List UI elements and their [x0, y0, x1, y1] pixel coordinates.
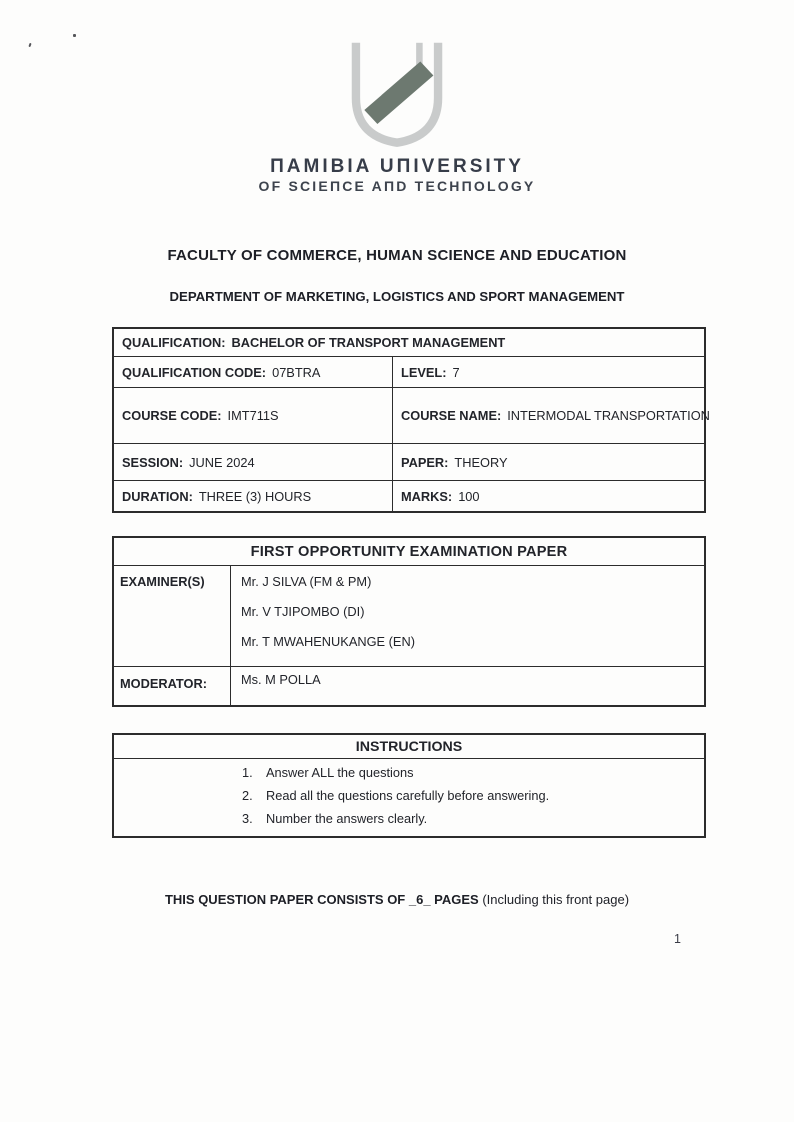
qualification-code-value: 07BTRA: [272, 364, 321, 380]
page-count-note: (Including this front page): [478, 892, 630, 907]
course-name-value: INTERMODAL TRANSPORTATION: [507, 408, 710, 423]
course-code-label: COURSE CODE:: [122, 408, 222, 423]
instruction-number: 1.: [242, 765, 253, 780]
examiners-label: EXAMINER(S): [120, 574, 205, 589]
qualification-code-label: QUALIFICATION CODE:: [122, 364, 267, 380]
scan-artifact: [73, 34, 76, 37]
instructions-list: [114, 759, 704, 836]
level-label: LEVEL:: [401, 364, 447, 380]
session-value: JUNE 2024: [189, 454, 255, 470]
moderator-label: MODERATOR:: [120, 675, 207, 691]
table-row-code-level: [114, 356, 704, 387]
instruction-number: 3.: [242, 811, 253, 826]
examiner-name: Mr. V TJIPOMBO (DI): [241, 604, 365, 619]
marks-label: MARKS:: [401, 488, 453, 504]
duration-label: DURATION:: [122, 488, 193, 504]
department-heading: DEPARTMENT OF MARKETING, LOGISTICS AND SPORT MANAGEMENT: [169, 289, 625, 304]
instruction-text: Answer ALL the questions: [266, 765, 414, 780]
paper-cell: [392, 444, 704, 480]
duration-cell: [114, 481, 392, 511]
exam-paper-title: FIRST OPPORTUNITY EXAMINATION PAPER: [250, 543, 568, 560]
course-code-value: IMT711S: [227, 408, 279, 423]
duration-value: THREE (3) HOURS: [198, 488, 312, 504]
table-row-duration: [114, 480, 704, 511]
paper-label: PAPER:: [401, 454, 449, 470]
table-row-moderator: [114, 666, 704, 705]
instructions-title: INSTRUCTIONS: [114, 735, 704, 759]
page-number: 1: [674, 932, 681, 946]
table-row-qualification: [114, 329, 704, 356]
course-name-cell: [392, 388, 718, 443]
qualification-code-cell: [114, 357, 392, 387]
session-cell: [114, 444, 392, 480]
nust-shield-icon: [341, 40, 453, 152]
faculty-heading: FACULTY OF COMMERCE, HUMAN SCIENCE AND EDUCATION: [167, 247, 627, 264]
instruction-text: Number the answers clearly.: [266, 811, 428, 826]
university-logo: [0, 40, 794, 195]
paper-value: THEORY: [454, 454, 508, 470]
course-info-table: [112, 327, 710, 513]
instruction-item: [242, 811, 694, 826]
course-code-cell: [114, 388, 392, 443]
instruction-item: [242, 765, 694, 780]
instruction-item: [242, 788, 694, 803]
marks-cell: [392, 481, 704, 511]
table-row-examiners: [114, 565, 704, 666]
university-name: ΠAMIBIA UΠIVERSITY: [270, 156, 524, 177]
qualification-cell: [114, 329, 519, 356]
table-row-session: [114, 443, 704, 480]
table-row-course: [114, 387, 710, 443]
instructions-table: [112, 733, 706, 838]
course-name-label: COURSE NAME:: [401, 408, 502, 423]
examiners-list: [230, 566, 704, 666]
page-count-bold: THIS QUESTION PAPER CONSISTS OF _6_ PAGES: [164, 892, 479, 907]
university-tagline: OF SCIEΠCE AΠD TECHΠOLOGY: [258, 177, 536, 194]
qualification-label: QUALIFICATION:: [122, 335, 226, 350]
moderator-value: Ms. M POLLA: [230, 667, 704, 705]
examiner-name: Mr. T MWAHENUKANGE (EN): [241, 634, 415, 649]
instruction-text: Read all the questions carefully before answering.: [266, 788, 550, 803]
level-value: 7: [452, 364, 460, 380]
session-label: SESSION:: [122, 454, 184, 470]
level-cell: [392, 357, 704, 387]
page-count-statement: [0, 892, 794, 907]
qualification-value: BACHELOR OF TRANSPORT MANAGEMENT: [231, 335, 506, 350]
instruction-number: 2.: [242, 788, 253, 803]
marks-value: 100: [458, 488, 480, 504]
examination-table: [112, 536, 706, 707]
examiner-name: Mr. J SILVA (FM & PM): [241, 574, 372, 589]
